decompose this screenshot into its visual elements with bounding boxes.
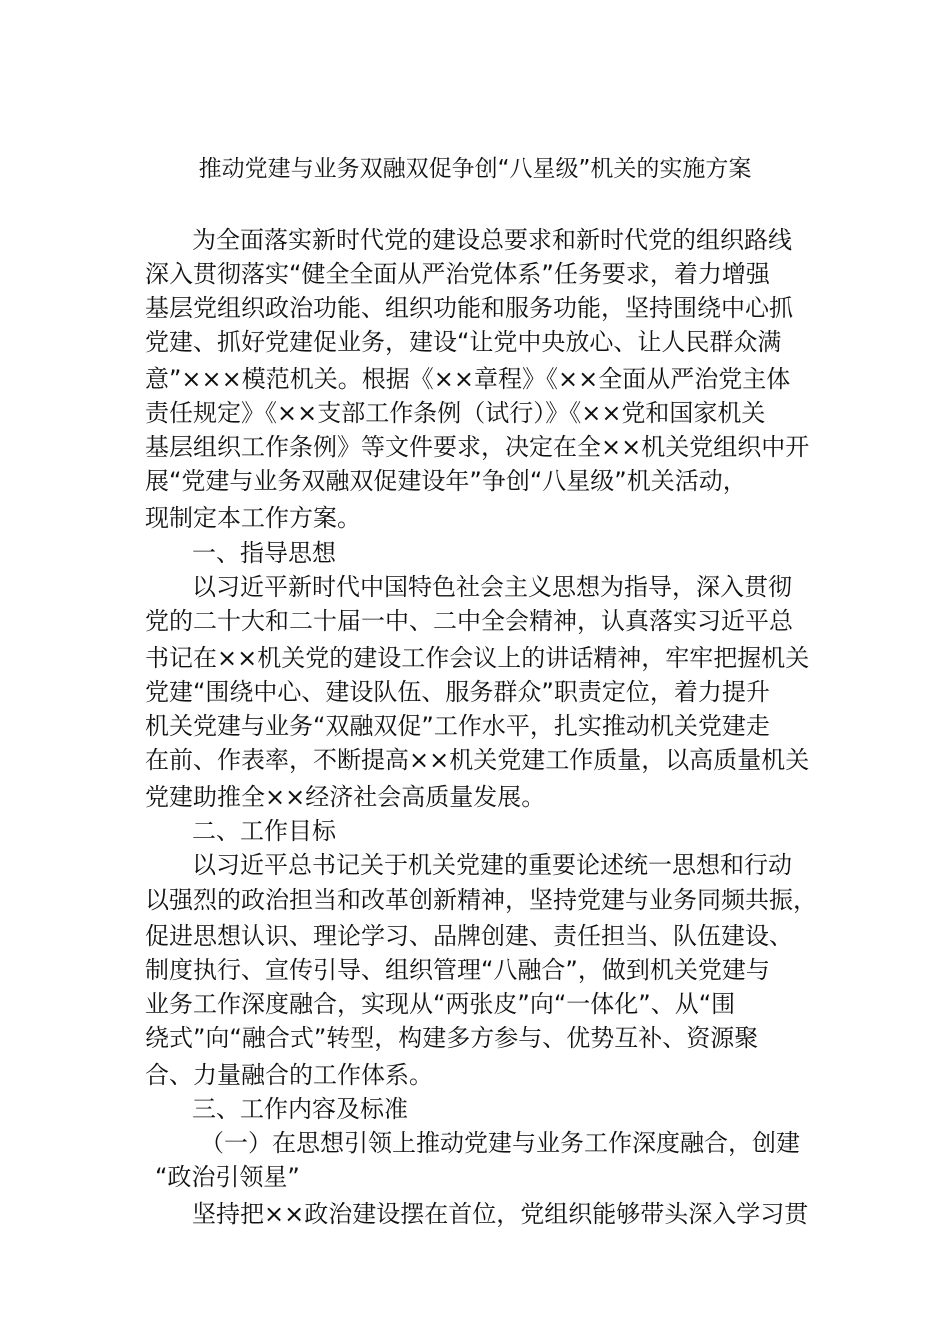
paragraph-line: 深入贯彻落实“健全全面从严治党体系”任务要求，着力增强 <box>145 260 770 288</box>
document-title: 推动党建与业务双融双促争创“八星级”机关的实施方案 <box>198 156 752 182</box>
paragraph-line: 坚持把××政治建设摆在首位，党组织能够带头深入学习贯 <box>192 1200 809 1228</box>
paragraph-line: 党的二十大和二十届一中、二中全会精神，认真落实习近平总 <box>145 607 793 635</box>
paragraph-line: 以习近平总书记关于机关党建的重要论述统一思想和行动 <box>192 851 792 879</box>
paragraph-line: 意”×××模范机关。根据《××章程》《××全面从严治党主体 <box>145 365 791 393</box>
paragraph-line: 展“党建与业务双融双促建设年”争创“八星级”机关活动， <box>145 467 747 495</box>
section-heading: 三、工作内容及标准 <box>192 1095 408 1123</box>
paragraph-line: 以强烈的政治担当和改革创新精神，坚持党建与业务同频共振， <box>145 886 817 914</box>
section-heading: 二、工作目标 <box>192 817 336 845</box>
paragraph-line: 书记在××机关党的建设工作会议上的讲话精神，牢牢把握机关 <box>145 644 810 672</box>
paragraph-line: 合、力量融合的工作体系。 <box>145 1061 433 1089</box>
paragraph-line: 为全面落实新时代党的建设总要求和新时代党的组织路线 <box>192 226 792 254</box>
subsection-heading: （一）在思想引领上推动党建与业务工作深度融合，创建 <box>200 1129 800 1157</box>
section-heading: 一、指导思想 <box>192 539 336 567</box>
subsection-heading: “政治引领星” <box>155 1163 300 1191</box>
paragraph-line: 党建助推全××经济社会高质量发展。 <box>145 783 546 811</box>
paragraph-line: 绕式”向“融合式”转型，构建多方参与、优势互补、资源聚 <box>145 1024 759 1052</box>
paragraph-line: 基层组织工作条例》等文件要求，决定在全××机关党组织中开 <box>145 433 810 461</box>
paragraph-line: 在前、作表率，不断提高××机关党建工作质量，以高质量机关 <box>145 746 810 774</box>
paragraph-line: 党建“围绕中心、建设队伍、服务群众”职责定位，着力提升 <box>145 678 770 706</box>
paragraph-line: 业务工作深度融合，实现从“两张皮”向“一体化”、从“围 <box>145 990 736 1018</box>
paragraph-line: 现制定本工作方案。 <box>145 504 361 532</box>
paragraph-line: 以习近平新时代中国特色社会主义思想为指导，深入贯彻 <box>192 573 792 601</box>
paragraph-line: 制度执行、宣传引导、组织管理“八融合”，做到机关党建与 <box>145 956 770 984</box>
paragraph-line: 基层党组织政治功能、组织功能和服务功能，坚持围绕中心抓 <box>145 294 793 322</box>
paragraph-line: 党建、抓好党建促业务，建设“让党中央放心、让人民群众满 <box>145 328 782 356</box>
paragraph-line: 促进思想认识、理论学习、品牌创建、责任担当、队伍建设、 <box>145 922 793 950</box>
paragraph-line: 责任规定》《××支部工作条例（试行）》《××党和国家机关 <box>145 399 766 427</box>
paragraph-line: 机关党建与业务“双融双促”工作水平，扎实推动机关党建走 <box>145 712 770 740</box>
